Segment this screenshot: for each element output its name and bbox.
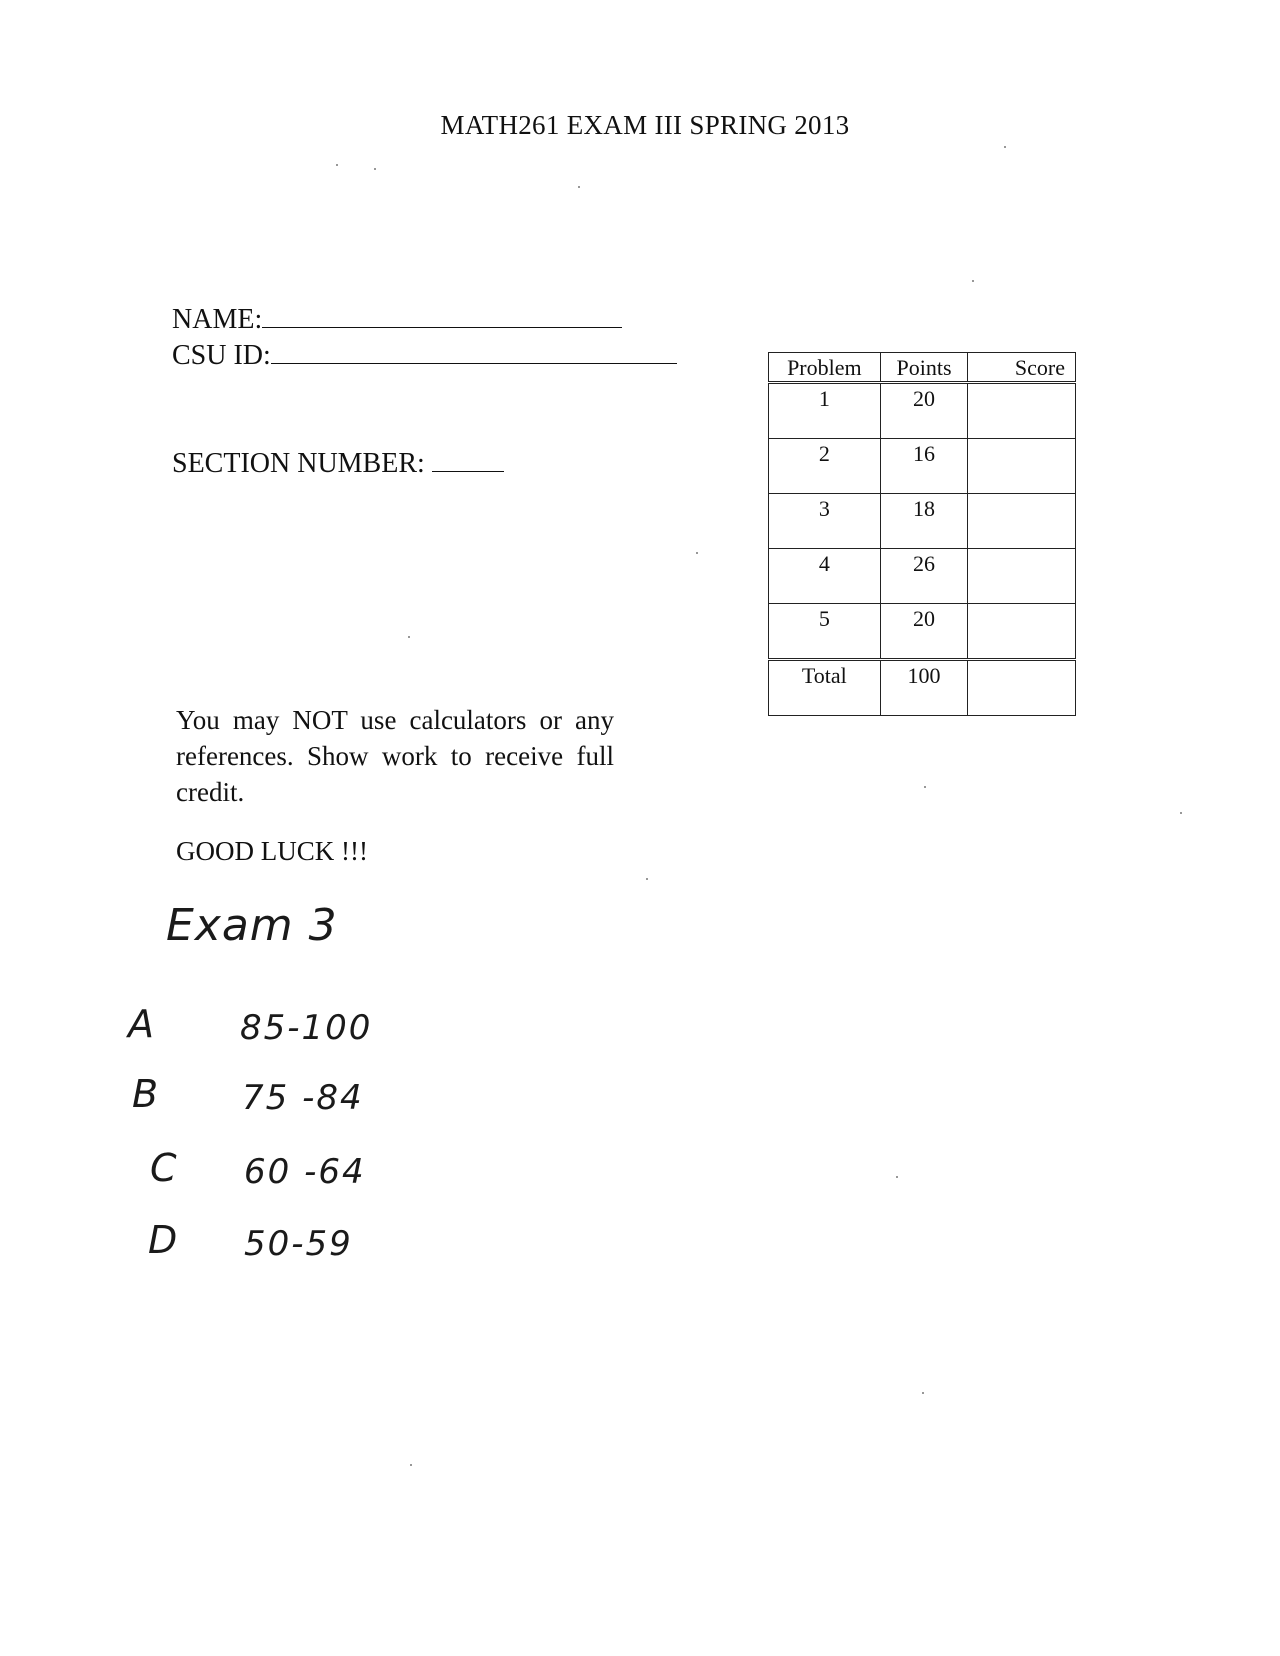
table-row <box>769 549 1076 604</box>
points-cell: 20 <box>880 604 968 660</box>
scan-speck <box>1004 146 1006 148</box>
scan-speck <box>972 280 974 282</box>
total-row <box>769 660 1076 716</box>
score-cell <box>968 439 1076 494</box>
scan-speck <box>696 552 698 554</box>
header-problem: Problem <box>769 353 881 383</box>
grade-letter: B <box>132 1072 159 1116</box>
total-score <box>968 660 1076 716</box>
table-row <box>769 604 1076 660</box>
good-luck-text: GOOD LUCK !!! <box>176 836 368 866</box>
scan-speck <box>336 164 338 166</box>
name-field <box>172 304 622 336</box>
grade-range: 50-59 <box>244 1224 353 1264</box>
problem-cell: 3 <box>769 494 881 549</box>
table-row <box>769 494 1076 549</box>
csu-id-blank-line <box>271 362 677 364</box>
score-cell <box>968 604 1076 660</box>
score-cell <box>968 494 1076 549</box>
table-row <box>769 383 1076 439</box>
total-points: 100 <box>880 660 968 716</box>
total-label: Total <box>769 660 881 716</box>
grade-letter: D <box>148 1218 178 1262</box>
scan-speck <box>408 636 410 638</box>
points-cell: 18 <box>880 494 968 549</box>
header-points: Points <box>880 353 968 383</box>
grade-letter: A <box>128 1002 154 1046</box>
instructions-text: You may NOT use calculators or any references. Show work to receive full credit. <box>176 705 614 807</box>
scan-speck <box>896 1176 898 1178</box>
grade-letter: C <box>150 1146 177 1190</box>
page-title: MATH261 EXAM III SPRING 2013 <box>440 110 850 140</box>
points-cell: 16 <box>880 439 968 494</box>
csu-id-label: CSU ID: <box>172 340 271 371</box>
header-score: Score <box>968 353 1076 383</box>
name-blank-line <box>262 326 622 328</box>
points-cell: 20 <box>880 383 968 439</box>
scan-speck <box>374 168 376 170</box>
problem-cell: 1 <box>769 383 881 439</box>
score-cell <box>968 549 1076 604</box>
scan-speck <box>922 1392 924 1394</box>
section-number-label: SECTION NUMBER: <box>172 448 425 479</box>
problem-cell: 4 <box>769 549 881 604</box>
problem-cell: 5 <box>769 604 881 660</box>
grade-range: 75 -84 <box>242 1078 364 1118</box>
score-table <box>768 352 1076 716</box>
scan-speck <box>1180 812 1182 814</box>
section-number-blank-line <box>432 470 504 472</box>
csu-id-field <box>172 340 677 372</box>
grade-range: 60 -64 <box>244 1152 366 1192</box>
scan-speck <box>578 186 580 188</box>
grade-range: 85-100 <box>240 1008 373 1048</box>
section-number-field <box>172 448 504 480</box>
scan-speck <box>646 878 648 880</box>
points-cell: 26 <box>880 549 968 604</box>
scan-speck <box>924 786 926 788</box>
handwritten-title: Exam 3 <box>166 900 338 951</box>
problem-cell: 2 <box>769 439 881 494</box>
scan-speck <box>410 1464 412 1466</box>
name-label: NAME: <box>172 304 263 335</box>
table-row <box>769 439 1076 494</box>
score-cell <box>968 383 1076 439</box>
